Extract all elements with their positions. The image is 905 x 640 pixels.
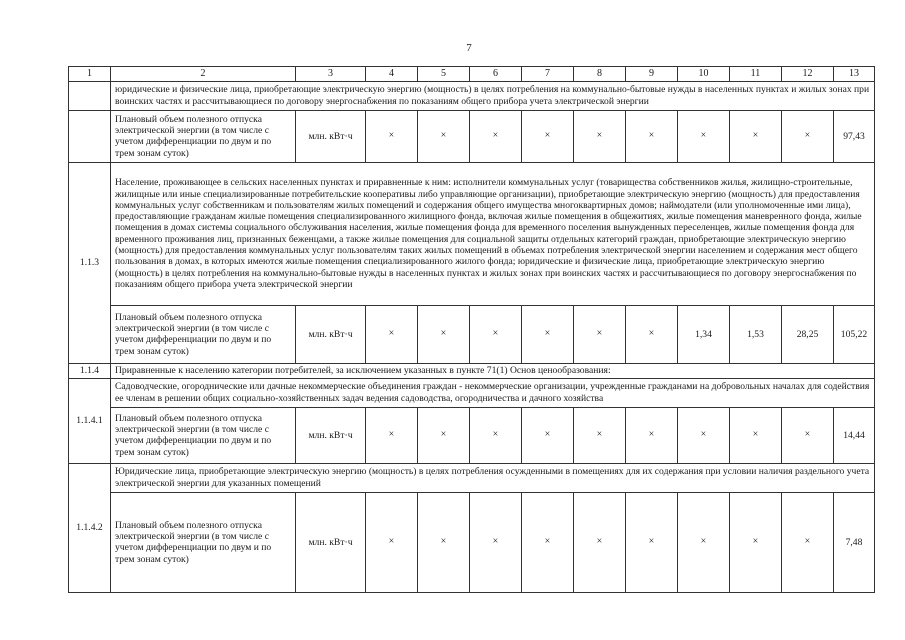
col-header-10: 10 — [678, 67, 730, 82]
page-number: 7 — [466, 42, 472, 54]
value-cell: × — [782, 492, 834, 592]
value-cell: × — [626, 305, 678, 363]
value-cell: 1,53 — [730, 305, 782, 363]
col-header-9: 9 — [626, 67, 678, 82]
value-cell: × — [522, 407, 574, 463]
table-row — [69, 378, 875, 407]
row-code: 1.1.4.2 — [69, 463, 111, 592]
value-cell: × — [470, 407, 522, 463]
unit-cell: млн. кВт·ч — [296, 305, 366, 363]
value-cell: × — [470, 305, 522, 363]
tariff-table — [68, 66, 875, 593]
col-header-6: 6 — [470, 67, 522, 82]
value-cell: × — [366, 492, 418, 592]
indicator-label: Плановый объем полезного отпуска электрической энергии (в том числе с учетом дифференциации по двум и по трем зонам суток) — [111, 110, 296, 162]
value-cell: × — [626, 110, 678, 162]
value-cell: × — [574, 110, 626, 162]
col-header-3: 3 — [296, 67, 366, 82]
value-cell: × — [678, 407, 730, 463]
value-cell: × — [678, 492, 730, 592]
col-header-4: 4 — [366, 67, 418, 82]
value-cell: × — [626, 492, 678, 592]
indicator-label: Плановый объем полезного отпуска электрической энергии (в том числе с учетом дифференциации по двум и по трем зонам суток) — [111, 407, 296, 463]
unit-cell: млн. кВт·ч — [296, 110, 366, 162]
row-code — [69, 81, 111, 110]
col-header-2: 2 — [111, 67, 296, 82]
value-cell: × — [522, 305, 574, 363]
value-cell: × — [574, 407, 626, 463]
value-cell: 28,25 — [782, 305, 834, 363]
value-cell: × — [574, 305, 626, 363]
value-cell: × — [470, 110, 522, 162]
value-cell: × — [366, 407, 418, 463]
value-cell: 1,34 — [678, 305, 730, 363]
value-cell: 105,22 — [834, 305, 875, 363]
value-cell: × — [366, 110, 418, 162]
value-cell: × — [782, 110, 834, 162]
value-cell: × — [366, 305, 418, 363]
value-cell: × — [626, 407, 678, 463]
row-code: 1.1.4 — [69, 363, 111, 378]
row-code: 1.1.3 — [69, 162, 111, 363]
value-cell: 7,48 — [834, 492, 875, 592]
col-header-5: 5 — [418, 67, 470, 82]
value-cell: × — [470, 492, 522, 592]
col-header-13: 13 — [834, 67, 875, 82]
unit-cell: млн. кВт·ч — [296, 492, 366, 592]
row-code — [69, 110, 111, 162]
value-cell: × — [418, 110, 470, 162]
col-header-8: 8 — [574, 67, 626, 82]
col-header-1: 1 — [69, 67, 111, 82]
table-row — [69, 463, 875, 492]
value-cell: × — [730, 492, 782, 592]
value-cell: × — [522, 492, 574, 592]
value-cell: × — [782, 407, 834, 463]
table-row — [69, 492, 875, 592]
col-header-12: 12 — [782, 67, 834, 82]
table-row — [69, 110, 875, 162]
value-cell: × — [418, 492, 470, 592]
header-row — [69, 67, 875, 82]
table-row — [69, 162, 875, 305]
value-cell: 14,44 — [834, 407, 875, 463]
col-header-7: 7 — [522, 67, 574, 82]
category-description: юридические и физические лица, приобретающие электрическую энергию (мощность) в целях потребления на коммунально-бытовые нужды в населенных пунктах и жилых зонах при воинских частях и рассчитывающиеся по договору энергоснабжения по показаниям общего прибора учета электрической энергии — [111, 81, 875, 110]
unit-cell: млн. кВт·ч — [296, 407, 366, 463]
indicator-label: Плановый объем полезного отпуска электрической энергии (в том числе с учетом дифференциации по двум и по трем зонам суток) — [111, 305, 296, 363]
table-row — [69, 407, 875, 463]
category-description: Юридические лица, приобретающие электрическую энергию (мощность) в целях потребления осужденными в помещениях для их содержания при условии наличия раздельного учета электрической энергии для указанных помещений — [111, 463, 875, 492]
value-cell: × — [418, 407, 470, 463]
value-cell: × — [730, 407, 782, 463]
category-description: Садоводческие, огороднические или дачные некоммерческие объединения граждан - некоммерческие организации, учрежденные гражданами на добровольных началах для содействия ее членам в решении общих социально-хозяйственных задач ведения садоводства, огородничества и дачного хозяйства — [111, 378, 875, 407]
value-cell: × — [522, 110, 574, 162]
table-row — [69, 305, 875, 363]
category-description: Приравненные к населению категории потребителей, за исключением указанных в пункте 71(1) Основ ценообразования: — [111, 363, 875, 378]
col-header-11: 11 — [730, 67, 782, 82]
value-cell: 97,43 — [834, 110, 875, 162]
table-row — [69, 363, 875, 378]
indicator-label: Плановый объем полезного отпуска электрической энергии (в том числе с учетом дифференциации по двум и по трем зонам суток) — [111, 492, 296, 592]
row-code: 1.1.4.1 — [69, 378, 111, 463]
table-row — [69, 81, 875, 110]
value-cell: × — [574, 492, 626, 592]
category-description: Население, проживающее в сельских населенных пунктах и приравненные к ним: исполнители коммунальных услуг (товарищества собственников жилья, жилищно-строительные, жилищные или иные специализированные потребительские кооперативы либо управляющие организации), приобретающие электрическую энергию (мощность) для предоставления коммунальных услуг собственникам и пользователям жилых помещений и содержания общего имущества многоквартирных домов; наймодатели (или уполномоченные ими лица), предоставляющие гражданам жилые помещения специализированного жилищного фонда, включая жилые помещения в общежитиях, жилые помещения маневренного фонда, жилые помещения в домах системы социального обслуживания населения, жилые помещения фонда для временного поселения вынужденных переселенцев, жилые помещения фонда для временного проживания лиц, признанных беженцами, а также жилые помещения для социальной защиты отдельных категорий граждан, приобретающие электрическую энергию (мощность) для предоставления коммунальных услуг пользователям таких жилых помещений в объемах потребления электрической энергии населением и содержания мест общего пользования в домах, в которых имеются жилые помещения специализированного жилого фонда; юридические и физические лица, приобретающие электрическую энергию (мощность) в целях потребления на коммунально-бытовые нужды в населенных пунктах и жилых зонах при воинских частях и рассчитывающиеся по договору энергоснабжения по показаниям общего прибора учета электрической энергии — [111, 162, 875, 305]
value-cell: × — [418, 305, 470, 363]
value-cell: × — [678, 110, 730, 162]
value-cell: × — [730, 110, 782, 162]
